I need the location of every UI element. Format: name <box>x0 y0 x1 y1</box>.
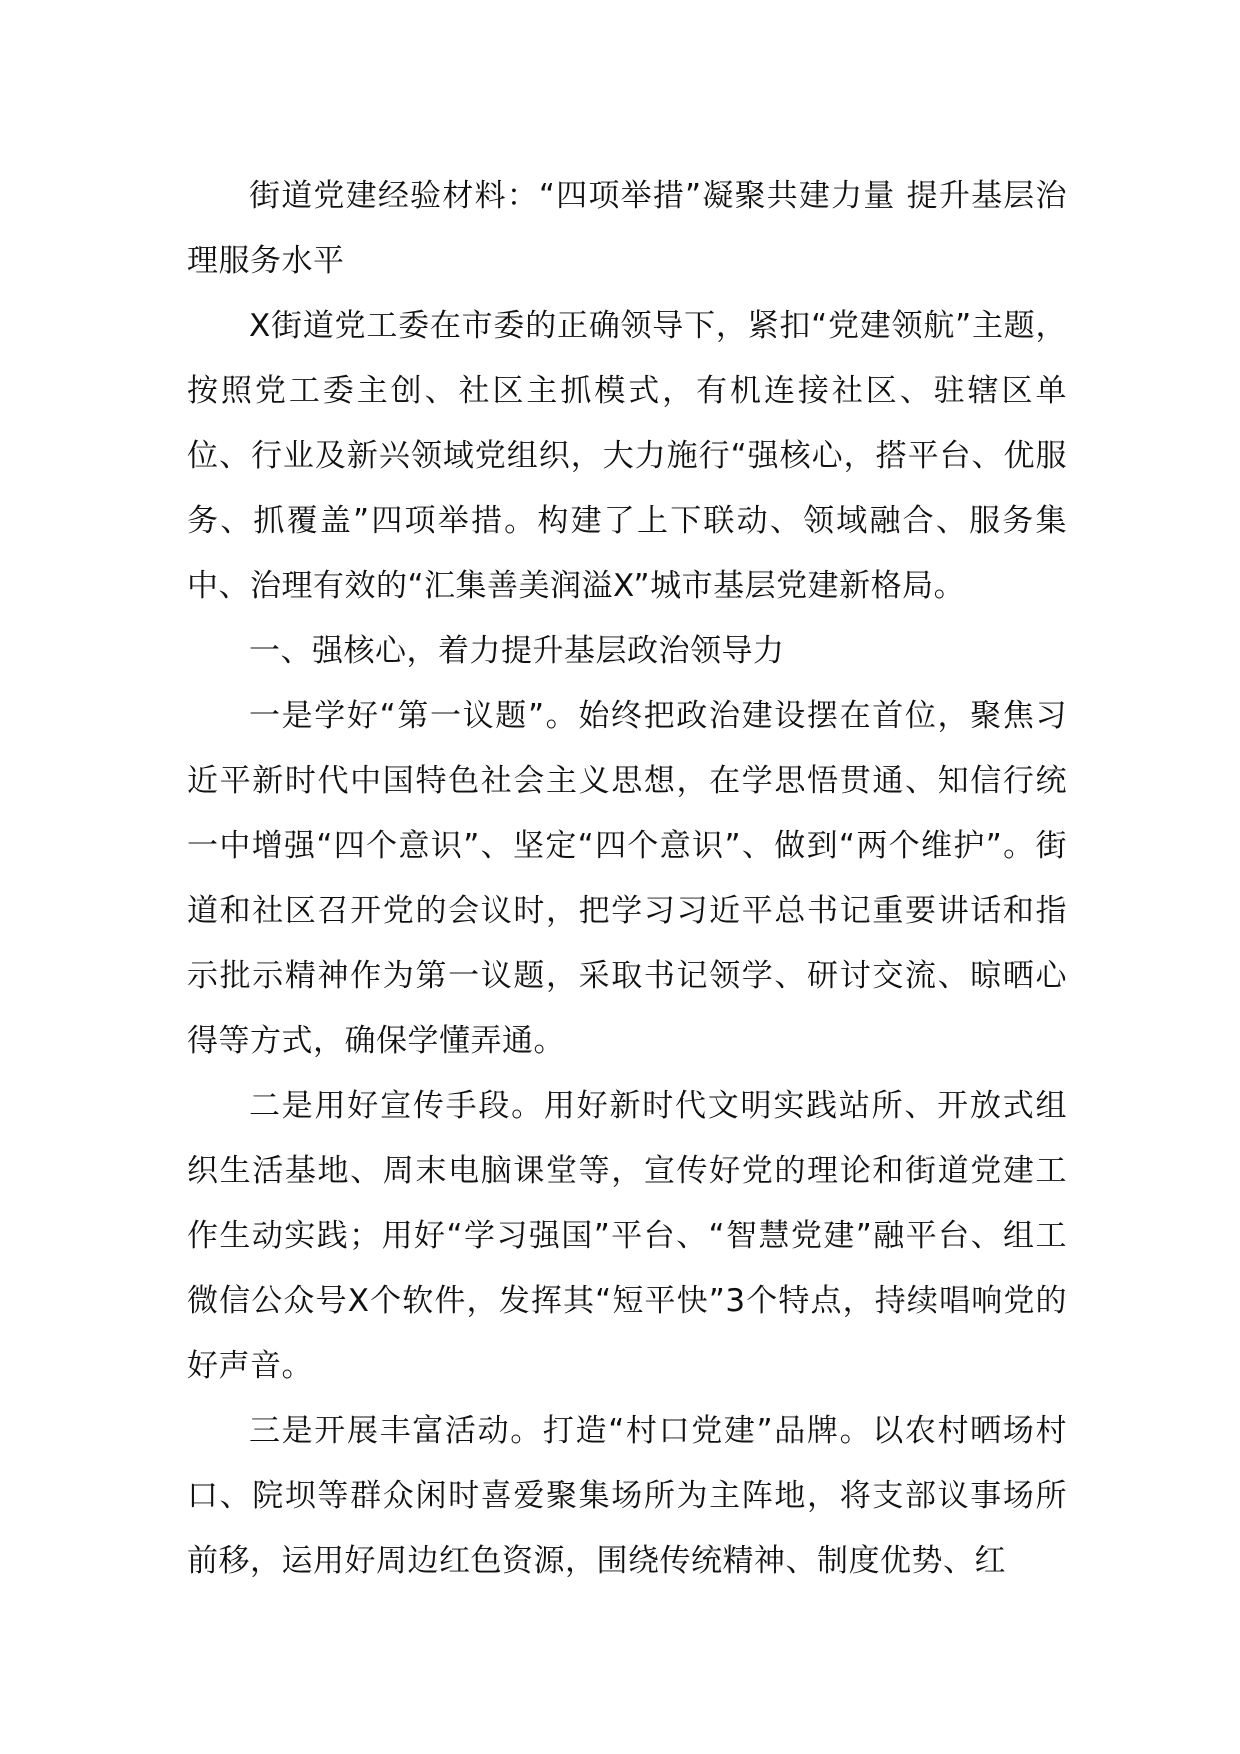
section-heading-1: 一、强核心，着力提升基层政治领导力 <box>249 633 785 669</box>
document-body <box>187 164 1067 1594</box>
paragraph-3: 三是开展丰富活动。打造“村口党建”品牌。以农村晒场村口、院坝等群众闲时喜爱聚集场所为主阵地，将支部议事场所前移，运用好周边红色资源，围绕传统精神、制度优势、红 <box>187 1413 1067 1579</box>
document-title: 街道党建经验材料：“四项举措”凝聚共建力量 提升基层治理服务水平 <box>187 178 1067 279</box>
paragraph-2: 二是用好宣传手段。用好新时代文明实践站所、开放式组织生活基地、周末电脑课堂等，宣传好党的理论和街道党建工作生动实践；用好“学习强国”平台、“智慧党建”融平台、组工微信公众号X个软件，发挥其“短平快”3个特点，持续唱响党的好声音。 <box>187 1088 1067 1384</box>
paragraph-1: 一是学好“第一议题”。始终把政治建设摆在首位，聚焦习近平新时代中国特色社会主义思想，在学思悟贯通、知信行统一中增强“四个意识”、坚定“四个意识”、做到“两个维护”。街道和社区召开党的会议时，把学习习近平总书记重要讲话和指示批示精神作为第一议题，采取书记领学、研讨交流、晾晒心得等方式，确保学懂弄通。 <box>187 698 1067 1059</box>
intro-paragraph: X街道党工委在市委的正确领导下，紧扣“党建领航”主题，按照党工委主创、社区主抓模式，有机连接社区、驻辖区单位、行业及新兴领域党组织，大力施行“强核心，搭平台、优服务、抓覆盖”四项举措。构建了上下联动、领域融合、服务集中、治理有效的“汇集善美润溢X”城市基层党建新格局。 <box>187 308 1067 604</box>
